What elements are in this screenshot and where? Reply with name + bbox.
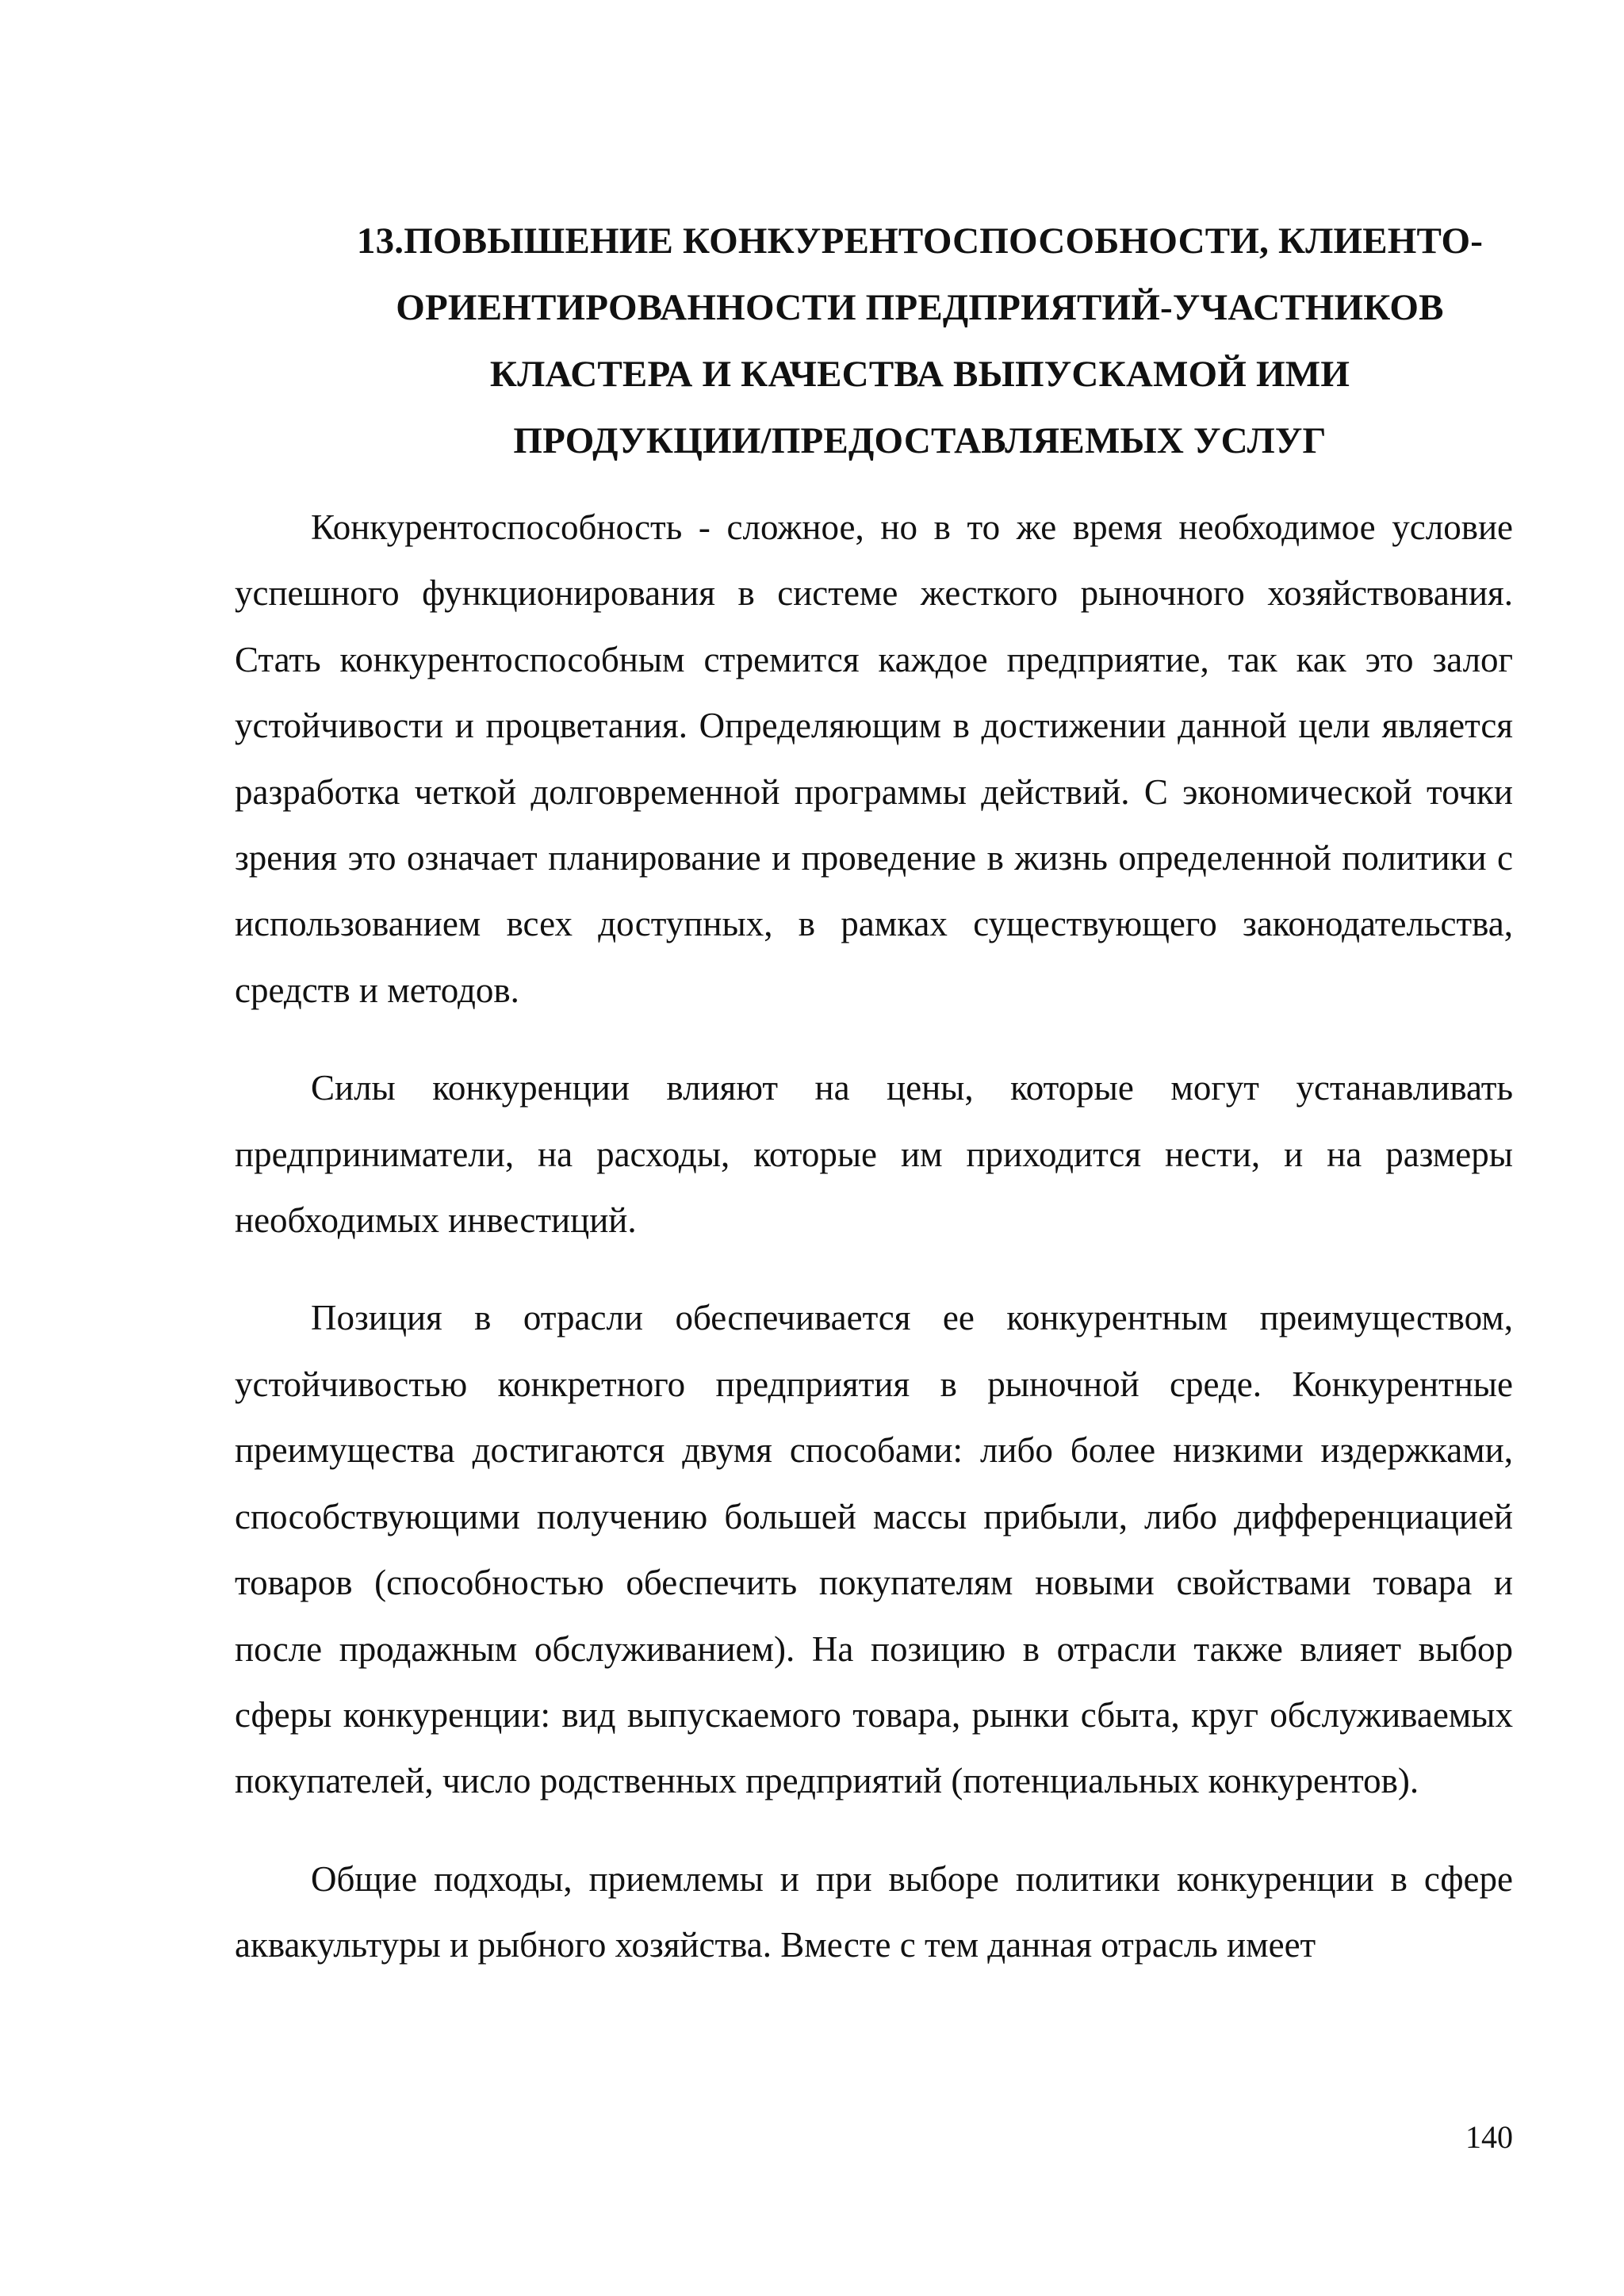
section-heading: [285, 208, 1554, 474]
heading-line: 13.ПОВЫШЕНИЕ КОНКУРЕНТОСПОСОБНОСТИ, КЛИЕНТО-: [356, 220, 1484, 262]
paragraph: Общие подходы, приемлемы и при выборе политики конкуренции в сфере аквакультуры и рыбного хозяйства. Вместе с тем данная отрасль имеет: [235, 1858, 1513, 1965]
heading-line: ОРИЕНТИРОВАННОСТИ ПРЕДПРИЯТИЙ-УЧАСТНИКОВ: [396, 287, 1444, 328]
paragraph: Силы конкуренции влияют на цены, которые могут устанавливать предприниматели, на расходы, которые им приходится нести, и на размеры необходимых инвестиций.: [235, 1068, 1513, 1241]
heading-line: ПРОДУКЦИИ/ПРЕДОСТАВЛЯЕМЫХ УСЛУГ: [513, 420, 1327, 461]
page-number: 140: [1465, 2119, 1513, 2155]
paragraph: Конкурентоспособность - сложное, но в то же время необходимое условие успешного функционирования в системе жесткого рыночного хозяйствования. Стать конкурентоспособным стремится каждое предприятие, так как это залог устойчивости и процветания. Определяющим в достижении данной цели является разработка четкой долговременной программы действий. С экономической точки зрения это означает планирование и проведение в жизнь определенной политики с использованием всех доступных, в рамках существующего законодательства, средств и методов.: [235, 507, 1513, 1010]
body-text: [235, 495, 1513, 2011]
heading-line: КЛАСТЕРА И КАЧЕСТВА ВЫПУСКАМОЙ ИМИ: [489, 354, 1350, 395]
paragraph: Позиция в отрасли обеспечивается ее конкурентным преимуществом, устойчивостью конкретного предприятия в рыночной среде. Конкурентные преимущества достигаются двумя способами: либо более низкими издержками, способствующими получению большей массы прибыли, либо дифференциацией товаров (способностью обеспечить покупателям новыми свойствами товара и после продажным обслуживанием). На позицию в отрасли также влияет выбор сферы конкуренции: вид выпускаемого товара, рынки сбыта, круг обслуживаемых покупателей, число родственных предприятий (потенциальных конкурентов).: [235, 1298, 1513, 1801]
